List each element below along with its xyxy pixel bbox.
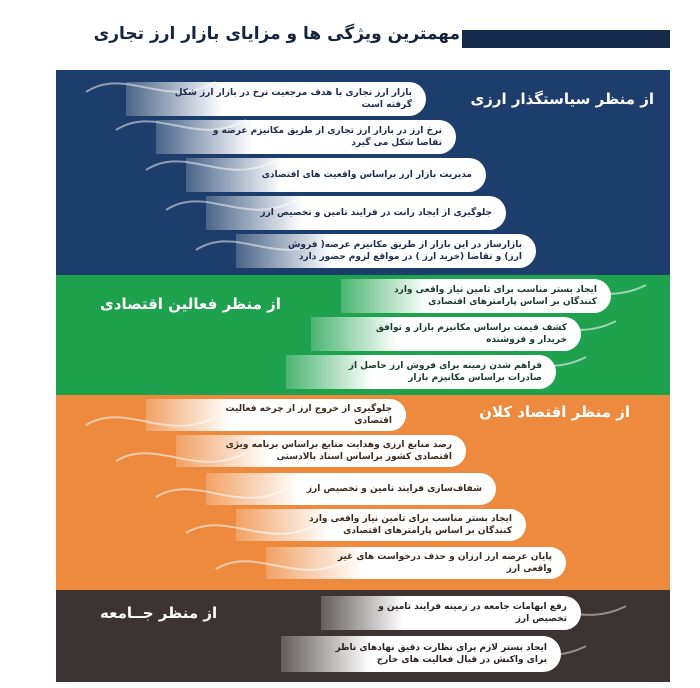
section-macroeconomy [56, 395, 670, 590]
feature-item: ایجاد بستر مناسب برای تامین نیاز واقعی وارد کنندگان بر اساس پارامترهای اقتصادی [341, 279, 611, 313]
feature-item: بازار ارز تجاری با هدف مرجعیت نرخ در بازار ارز شکل گرفته است [126, 82, 426, 116]
feature-item: رصد منابع ارزی وهدایت منابع براساس برنامه ویژی اقتصادی کشور براساس اسناد بالادستی [176, 435, 466, 467]
section-heading: از منظر فعالین اقتصادی [100, 295, 281, 313]
section-heading: از منظر جــامعه [100, 604, 218, 622]
section-currency-policy [56, 70, 670, 275]
section-heading: از منظر سیاستگذار ارزی [470, 90, 654, 108]
feature-item: جلوگیری از ایجاد رانت در فرایند تامین و تخصیص ارز [206, 196, 506, 230]
feature-item: جلوگیری از خروج ارز از چرخه فعالیت اقتصادی [146, 399, 406, 431]
feature-item: پایان عرضه ارز ارزان و حذف درخواست های غیر واقعی ارز [266, 547, 566, 579]
feature-item: مدیریت بازار ارز براساس واقعیت های اقتصادی [186, 158, 486, 192]
feature-item: رفع ابهامات جامعه در زمینه فرایند تامین و تخصیص ارز [321, 596, 581, 630]
page-title: مهمترین ویژگی ها و مزایای بازار ارز تجاری [93, 24, 460, 44]
title-bar [462, 30, 670, 48]
feature-item: بازارساز در این بازار از طریق مکانیزم عرضه( فروش ارز) و تقاضا (خرید ارز ) در مواقع لزوم حضور دارد [236, 234, 536, 268]
feature-item: ایجاد بستر مناسب برای تامین نیاز واقعی وارد کنندگان بر اساس پارامترهای اقتصادی [236, 509, 526, 541]
feature-item: کشف قیمت براساس مکانیزم بازار و توافق خریدار و فروشنده [311, 317, 581, 351]
section-economic-actors [56, 275, 670, 395]
section-heading: از منظر اقتصاد کلان [479, 403, 630, 421]
feature-item: شفاف‌سازی فرایند تامین و تخصیص ارز [206, 473, 496, 505]
feature-item: نرخ ارز در بازار ارز تجاری از طریق مکانیزم عرضه و تقاضا شکل می گیرد [156, 120, 456, 154]
feature-item: ایجاد بستر لازم برای نظارت دقیق نهادهای ناظر برای واکنش در قبال فعالیت های خارج [281, 636, 561, 672]
section-society [56, 590, 670, 682]
feature-item: فراهم شدن زمینه برای فروش ارز حاصل از صادرات براساس مکانیزم بازار [286, 355, 556, 389]
